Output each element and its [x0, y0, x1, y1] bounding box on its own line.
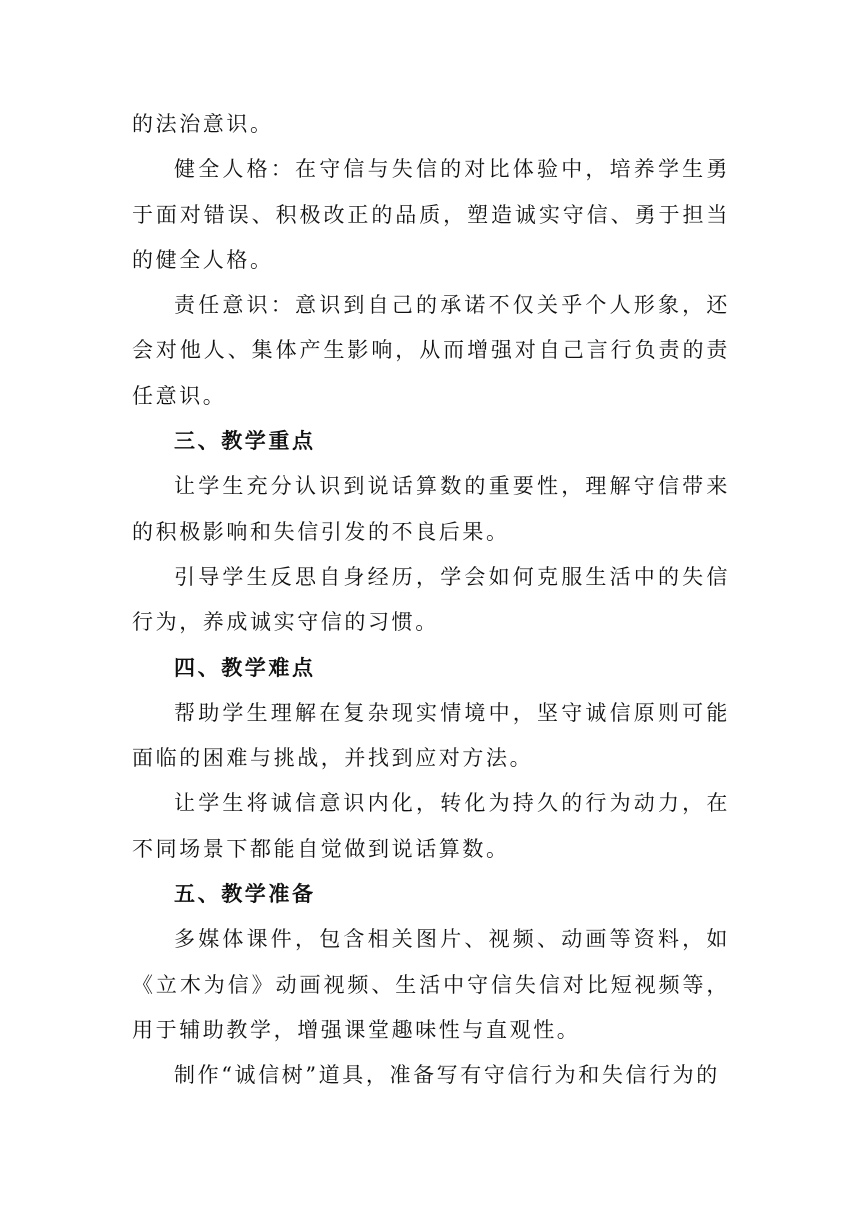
heading-teaching-preparation: 五、教学准备 [174, 882, 316, 907]
paragraph-focus-2: 引导学生反思自身经历，学会如何克服生活中的失信行为，养成诚实守信的习惯。 [132, 564, 730, 635]
heading-teaching-difficulty: 四、教学难点 [174, 655, 316, 680]
paragraph-focus-1: 让学生充分认识到说话算数的重要性，理解守信带来的积极影响和失信引发的不良后果。 [132, 474, 730, 544]
paragraph-preparation-1: 多媒体课件，包含相关图片、视频、动画等资料，如《立木为信》动画视频、生活中守信失信对比短视频等，用于辅助教学，增强课堂趣味性与直观性。 [132, 927, 730, 1042]
heading-teaching-focus: 三、教学重点 [174, 429, 316, 454]
paragraph-difficulty-2: 让学生将诚信意识内化，转化为持久的行为动力，在不同场景下都能自觉做到说话算数。 [132, 791, 730, 861]
paragraph-preparation-2: 制作“诚信树”道具，准备写有守信行为和失信行为的 [174, 1063, 720, 1088]
paragraph-healthy-personality: 健全人格：在守信与失信的对比体验中，培养学生勇于面对错误、积极改正的品质，塑造诚实守信、勇于担当的健全人格。 [132, 157, 730, 272]
paragraph-responsibility: 责任意识：意识到自己的承诺不仅关乎个人形象，还会对他人、集体产生影响，从而增强对自己言行负责的责任意识。 [132, 293, 730, 408]
paragraph-difficulty-1: 帮助学生理解在复杂现实情境中，坚守诚信原则可能面临的困难与挑战，并找到应对方法。 [132, 700, 730, 771]
paragraph-continuation: 的法治意识。 [132, 112, 274, 136]
document-page [132, 102, 730, 1099]
